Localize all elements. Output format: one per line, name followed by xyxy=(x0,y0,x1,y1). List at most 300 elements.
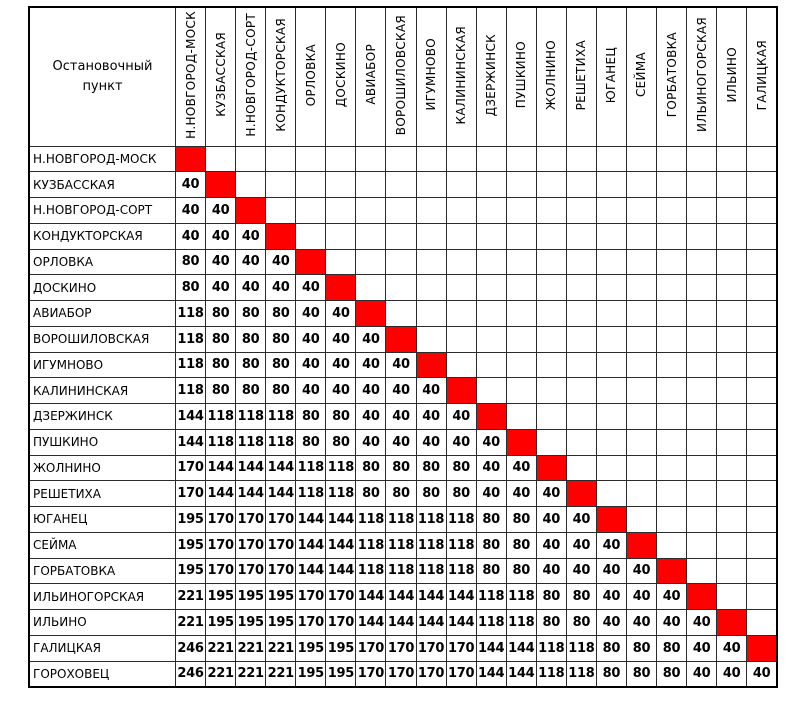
fare-cell: 40 xyxy=(566,532,596,558)
fare-cell: 118 xyxy=(386,558,416,584)
fare-cell: 40 xyxy=(206,249,236,275)
fare-cell: 80 xyxy=(206,326,236,352)
empty-cell xyxy=(296,172,326,198)
fare-cell: 40 xyxy=(657,584,687,610)
fare-cell: 40 xyxy=(356,378,386,404)
empty-cell xyxy=(476,172,506,198)
row-header: ГОРОХОВЕЦ xyxy=(29,661,176,687)
corner-header: Остановочный пункт xyxy=(29,7,176,146)
empty-cell xyxy=(717,223,747,249)
fare-cell: 170 xyxy=(206,532,236,558)
empty-cell xyxy=(476,301,506,327)
fare-cell: 40 xyxy=(326,301,356,327)
column-header xyxy=(356,7,386,146)
empty-cell xyxy=(717,532,747,558)
empty-cell xyxy=(536,249,566,275)
empty-cell xyxy=(626,326,656,352)
column-header xyxy=(747,7,777,146)
empty-cell xyxy=(446,352,476,378)
fare-cell: 144 xyxy=(356,584,386,610)
fare-cell: 40 xyxy=(536,507,566,533)
empty-cell xyxy=(717,146,747,172)
diagonal-cell xyxy=(626,532,656,558)
fare-cell: 118 xyxy=(296,481,326,507)
fare-cell: 221 xyxy=(236,635,266,661)
fare-table xyxy=(28,6,778,688)
empty-cell xyxy=(687,429,717,455)
fare-cell: 144 xyxy=(386,584,416,610)
fare-cell: 144 xyxy=(446,610,476,636)
fare-cell: 195 xyxy=(176,507,206,533)
column-header xyxy=(717,7,747,146)
fare-cell: 195 xyxy=(176,532,206,558)
empty-cell xyxy=(657,404,687,430)
fare-cell: 195 xyxy=(326,661,356,687)
fare-table-header xyxy=(29,7,777,146)
empty-cell xyxy=(356,146,386,172)
fare-cell: 40 xyxy=(476,455,506,481)
column-header xyxy=(657,7,687,146)
fare-cell: 170 xyxy=(326,584,356,610)
fare-cell: 40 xyxy=(717,661,747,687)
empty-cell xyxy=(657,275,687,301)
empty-cell xyxy=(687,326,717,352)
column-header xyxy=(416,7,446,146)
fare-cell: 221 xyxy=(266,661,296,687)
fare-cell: 80 xyxy=(206,352,236,378)
fare-cell: 118 xyxy=(266,429,296,455)
fare-cell: 118 xyxy=(506,584,536,610)
fare-cell: 40 xyxy=(326,378,356,404)
empty-cell xyxy=(326,223,356,249)
empty-cell xyxy=(717,198,747,224)
fare-cell: 40 xyxy=(596,558,626,584)
empty-cell xyxy=(626,198,656,224)
fare-cell: 144 xyxy=(296,558,326,584)
fare-cell: 221 xyxy=(206,661,236,687)
table-row xyxy=(29,635,777,661)
row-header: ГАЛИЦКАЯ xyxy=(29,635,176,661)
fare-cell: 80 xyxy=(446,455,476,481)
fare-cell: 170 xyxy=(206,507,236,533)
empty-cell xyxy=(717,249,747,275)
empty-cell xyxy=(747,610,777,636)
empty-cell xyxy=(626,352,656,378)
empty-cell xyxy=(296,198,326,224)
fare-cell: 80 xyxy=(326,429,356,455)
empty-cell xyxy=(566,146,596,172)
empty-cell xyxy=(356,172,386,198)
fare-cell: 40 xyxy=(536,532,566,558)
fare-cell: 118 xyxy=(416,507,446,533)
fare-cell: 40 xyxy=(687,661,717,687)
fare-cell: 118 xyxy=(356,532,386,558)
empty-cell xyxy=(476,146,506,172)
empty-cell xyxy=(356,249,386,275)
fare-cell: 195 xyxy=(326,635,356,661)
column-header-label: СЕЙМА xyxy=(634,52,649,98)
empty-cell xyxy=(506,404,536,430)
fare-cell: 144 xyxy=(326,558,356,584)
empty-cell xyxy=(476,275,506,301)
fare-cell: 80 xyxy=(266,301,296,327)
empty-cell xyxy=(717,275,747,301)
fare-cell: 80 xyxy=(657,661,687,687)
row-header: ЮГАНЕЦ xyxy=(29,507,176,533)
empty-cell xyxy=(657,507,687,533)
fare-cell: 144 xyxy=(176,429,206,455)
table-row xyxy=(29,661,777,687)
fare-cell: 40 xyxy=(296,326,326,352)
fare-cell: 80 xyxy=(236,301,266,327)
column-header xyxy=(446,7,476,146)
fare-cell: 118 xyxy=(476,584,506,610)
fare-cell: 40 xyxy=(386,352,416,378)
fare-cell: 40 xyxy=(687,610,717,636)
empty-cell xyxy=(566,429,596,455)
row-header: СЕЙМА xyxy=(29,532,176,558)
column-header xyxy=(206,7,236,146)
fare-cell: 118 xyxy=(386,532,416,558)
fare-cell: 195 xyxy=(236,584,266,610)
fare-cell: 40 xyxy=(416,404,446,430)
empty-cell xyxy=(626,172,656,198)
empty-cell xyxy=(626,301,656,327)
fare-cell: 246 xyxy=(176,635,206,661)
empty-cell xyxy=(717,378,747,404)
fare-cell: 170 xyxy=(266,532,296,558)
fare-cell: 40 xyxy=(596,610,626,636)
fare-cell: 195 xyxy=(236,610,266,636)
empty-cell xyxy=(657,429,687,455)
fare-cell: 118 xyxy=(206,429,236,455)
fare-cell: 170 xyxy=(296,584,326,610)
empty-cell xyxy=(596,404,626,430)
row-header: КУЗБАССКАЯ xyxy=(29,172,176,198)
table-row xyxy=(29,532,777,558)
row-header: ДЗЕРЖИНСК xyxy=(29,404,176,430)
empty-cell xyxy=(687,301,717,327)
fare-cell: 170 xyxy=(356,635,386,661)
empty-cell xyxy=(596,172,626,198)
empty-cell xyxy=(747,223,777,249)
empty-cell xyxy=(626,481,656,507)
empty-cell xyxy=(536,352,566,378)
fare-cell: 221 xyxy=(236,661,266,687)
fare-cell: 80 xyxy=(506,558,536,584)
fare-cell: 118 xyxy=(446,532,476,558)
empty-cell xyxy=(747,429,777,455)
fare-cell: 118 xyxy=(236,404,266,430)
fare-cell: 118 xyxy=(296,455,326,481)
column-header-label: АВИАБОР xyxy=(363,44,378,106)
fare-cell: 40 xyxy=(566,507,596,533)
fare-cell: 80 xyxy=(536,584,566,610)
column-header xyxy=(536,7,566,146)
fare-cell: 80 xyxy=(626,661,656,687)
fare-cell: 170 xyxy=(266,507,296,533)
column-header-label: ГАЛИЦКАЯ xyxy=(754,39,769,110)
empty-cell xyxy=(717,429,747,455)
empty-cell xyxy=(236,146,266,172)
empty-cell xyxy=(506,378,536,404)
table-row xyxy=(29,378,777,404)
fare-cell: 40 xyxy=(536,481,566,507)
fare-cell: 40 xyxy=(626,558,656,584)
empty-cell xyxy=(687,275,717,301)
column-header-label: Н.НОВГОРОД-МОСК xyxy=(183,10,198,139)
fare-cell: 118 xyxy=(386,507,416,533)
fare-cell: 170 xyxy=(446,661,476,687)
fare-cell: 118 xyxy=(536,661,566,687)
empty-cell xyxy=(506,146,536,172)
empty-cell xyxy=(657,146,687,172)
fare-cell: 170 xyxy=(446,635,476,661)
empty-cell xyxy=(747,198,777,224)
fare-cell: 80 xyxy=(236,352,266,378)
table-row xyxy=(29,326,777,352)
fare-cell: 118 xyxy=(446,507,476,533)
empty-cell xyxy=(566,378,596,404)
column-header-label: ИЛЬИНО xyxy=(724,47,739,103)
empty-cell xyxy=(566,249,596,275)
fare-cell: 40 xyxy=(626,584,656,610)
fare-cell: 80 xyxy=(476,507,506,533)
table-row xyxy=(29,172,777,198)
fare-cell: 80 xyxy=(356,481,386,507)
empty-cell xyxy=(687,249,717,275)
diagonal-cell xyxy=(717,610,747,636)
fare-cell: 40 xyxy=(296,275,326,301)
fare-cell: 80 xyxy=(296,429,326,455)
diagonal-cell xyxy=(266,223,296,249)
fare-cell: 118 xyxy=(326,481,356,507)
fare-cell: 246 xyxy=(176,661,206,687)
row-header: ГОРБАТОВКА xyxy=(29,558,176,584)
empty-cell xyxy=(747,558,777,584)
fare-cell: 40 xyxy=(326,352,356,378)
fare-cell: 40 xyxy=(386,378,416,404)
fare-cell: 40 xyxy=(386,404,416,430)
empty-cell xyxy=(717,404,747,430)
empty-cell xyxy=(657,223,687,249)
fare-cell: 144 xyxy=(506,661,536,687)
diagonal-cell xyxy=(206,172,236,198)
column-header xyxy=(266,7,296,146)
fare-cell: 170 xyxy=(416,635,446,661)
column-header-label: КУЗБАССКАЯ xyxy=(213,32,228,118)
fare-cell: 80 xyxy=(626,635,656,661)
diagonal-cell xyxy=(476,404,506,430)
empty-cell xyxy=(536,326,566,352)
empty-cell xyxy=(596,146,626,172)
column-header-label: ИГУМНОВО xyxy=(424,38,439,111)
empty-cell xyxy=(386,249,416,275)
empty-cell xyxy=(536,275,566,301)
empty-cell xyxy=(416,275,446,301)
row-header: ИЛЬИНОГОРСКАЯ xyxy=(29,584,176,610)
fare-cell: 118 xyxy=(506,610,536,636)
fare-cell: 40 xyxy=(356,429,386,455)
fare-cell: 40 xyxy=(176,223,206,249)
empty-cell xyxy=(236,172,266,198)
fare-cell: 40 xyxy=(356,326,386,352)
empty-cell xyxy=(566,455,596,481)
empty-cell xyxy=(326,172,356,198)
empty-cell xyxy=(626,146,656,172)
fare-cell: 118 xyxy=(566,635,596,661)
table-row xyxy=(29,481,777,507)
row-header: ИГУМНОВО xyxy=(29,352,176,378)
table-row xyxy=(29,198,777,224)
column-header-label: ВОРОШИЛОВСКАЯ xyxy=(393,14,408,135)
fare-cell: 221 xyxy=(266,635,296,661)
fare-cell: 40 xyxy=(296,352,326,378)
header-row xyxy=(29,7,777,146)
fare-cell: 170 xyxy=(386,635,416,661)
column-header-label: КАЛИНИНСКАЯ xyxy=(454,25,469,124)
empty-cell xyxy=(476,198,506,224)
empty-cell xyxy=(296,223,326,249)
fare-cell: 40 xyxy=(687,635,717,661)
fare-cell: 144 xyxy=(296,532,326,558)
fare-cell: 144 xyxy=(176,404,206,430)
empty-cell xyxy=(657,326,687,352)
fare-cell: 170 xyxy=(236,558,266,584)
row-header: Н.НОВГОРОД-МОСК xyxy=(29,146,176,172)
empty-cell xyxy=(717,584,747,610)
empty-cell xyxy=(326,146,356,172)
column-header-label: ПУШКИНО xyxy=(514,41,529,109)
empty-cell xyxy=(536,404,566,430)
empty-cell xyxy=(416,249,446,275)
empty-cell xyxy=(626,429,656,455)
empty-cell xyxy=(626,378,656,404)
table-row xyxy=(29,610,777,636)
empty-cell xyxy=(506,223,536,249)
fare-cell: 40 xyxy=(506,481,536,507)
fare-cell: 80 xyxy=(476,558,506,584)
empty-cell xyxy=(747,584,777,610)
column-header xyxy=(476,7,506,146)
empty-cell xyxy=(626,249,656,275)
table-row xyxy=(29,404,777,430)
empty-cell xyxy=(506,275,536,301)
empty-cell xyxy=(476,378,506,404)
fare-cell: 40 xyxy=(236,275,266,301)
row-header: ЖОЛНИНО xyxy=(29,455,176,481)
row-header: ДОСКИНО xyxy=(29,275,176,301)
empty-cell xyxy=(717,352,747,378)
empty-cell xyxy=(476,352,506,378)
fare-cell: 118 xyxy=(206,404,236,430)
fare-cell: 80 xyxy=(356,455,386,481)
diagonal-cell xyxy=(657,558,687,584)
empty-cell xyxy=(717,507,747,533)
empty-cell xyxy=(506,301,536,327)
diagonal-cell xyxy=(446,378,476,404)
fare-cell: 170 xyxy=(416,661,446,687)
diagonal-cell xyxy=(326,275,356,301)
empty-cell xyxy=(416,198,446,224)
fare-cell: 40 xyxy=(416,429,446,455)
row-header: АВИАБОР xyxy=(29,301,176,327)
fare-cell: 80 xyxy=(206,378,236,404)
fare-cell: 170 xyxy=(176,455,206,481)
empty-cell xyxy=(416,223,446,249)
fare-cell: 144 xyxy=(356,610,386,636)
empty-cell xyxy=(747,404,777,430)
fare-cell: 40 xyxy=(446,429,476,455)
fare-cell: 80 xyxy=(596,661,626,687)
diagonal-cell xyxy=(687,584,717,610)
empty-cell xyxy=(657,532,687,558)
column-header-label: ДЗЕРЖИНСК xyxy=(484,33,499,116)
empty-cell xyxy=(446,301,476,327)
empty-cell xyxy=(446,223,476,249)
empty-cell xyxy=(596,429,626,455)
fare-cell: 80 xyxy=(266,326,296,352)
empty-cell xyxy=(446,198,476,224)
fare-cell: 40 xyxy=(596,584,626,610)
empty-cell xyxy=(747,455,777,481)
diagonal-cell xyxy=(176,146,206,172)
column-header-label: КОНДУКТОРСКАЯ xyxy=(273,17,288,132)
diagonal-cell xyxy=(596,507,626,533)
fare-cell: 40 xyxy=(476,481,506,507)
empty-cell xyxy=(747,378,777,404)
fare-cell: 118 xyxy=(476,610,506,636)
column-header-label: ДОСКИНО xyxy=(333,42,348,108)
fare-cell: 80 xyxy=(536,610,566,636)
fare-cell: 80 xyxy=(566,610,596,636)
empty-cell xyxy=(596,481,626,507)
empty-cell xyxy=(596,275,626,301)
row-header: КОНДУКТОРСКАЯ xyxy=(29,223,176,249)
fare-cell: 144 xyxy=(236,455,266,481)
table-row xyxy=(29,455,777,481)
fare-cell: 40 xyxy=(296,378,326,404)
fare-cell: 118 xyxy=(326,455,356,481)
empty-cell xyxy=(747,507,777,533)
fare-cell: 80 xyxy=(476,532,506,558)
empty-cell xyxy=(416,172,446,198)
column-header xyxy=(296,7,326,146)
fare-cell: 144 xyxy=(416,610,446,636)
empty-cell xyxy=(687,404,717,430)
empty-cell xyxy=(266,172,296,198)
fare-cell: 80 xyxy=(176,249,206,275)
fare-cell: 118 xyxy=(416,558,446,584)
empty-cell xyxy=(717,326,747,352)
fare-cell: 40 xyxy=(266,249,296,275)
fare-cell: 40 xyxy=(536,558,566,584)
empty-cell xyxy=(356,275,386,301)
empty-cell xyxy=(266,146,296,172)
empty-cell xyxy=(476,326,506,352)
fare-cell: 144 xyxy=(206,455,236,481)
fare-cell: 170 xyxy=(236,532,266,558)
diagonal-cell xyxy=(386,326,416,352)
column-header-label: ЮГАНЕЦ xyxy=(604,46,619,103)
column-header-label: ИЛЬИНОГОРСКАЯ xyxy=(694,17,709,133)
empty-cell xyxy=(566,172,596,198)
fare-cell: 195 xyxy=(206,584,236,610)
fare-cell: 144 xyxy=(206,481,236,507)
empty-cell xyxy=(326,249,356,275)
fare-cell: 221 xyxy=(206,635,236,661)
fare-cell: 195 xyxy=(176,558,206,584)
